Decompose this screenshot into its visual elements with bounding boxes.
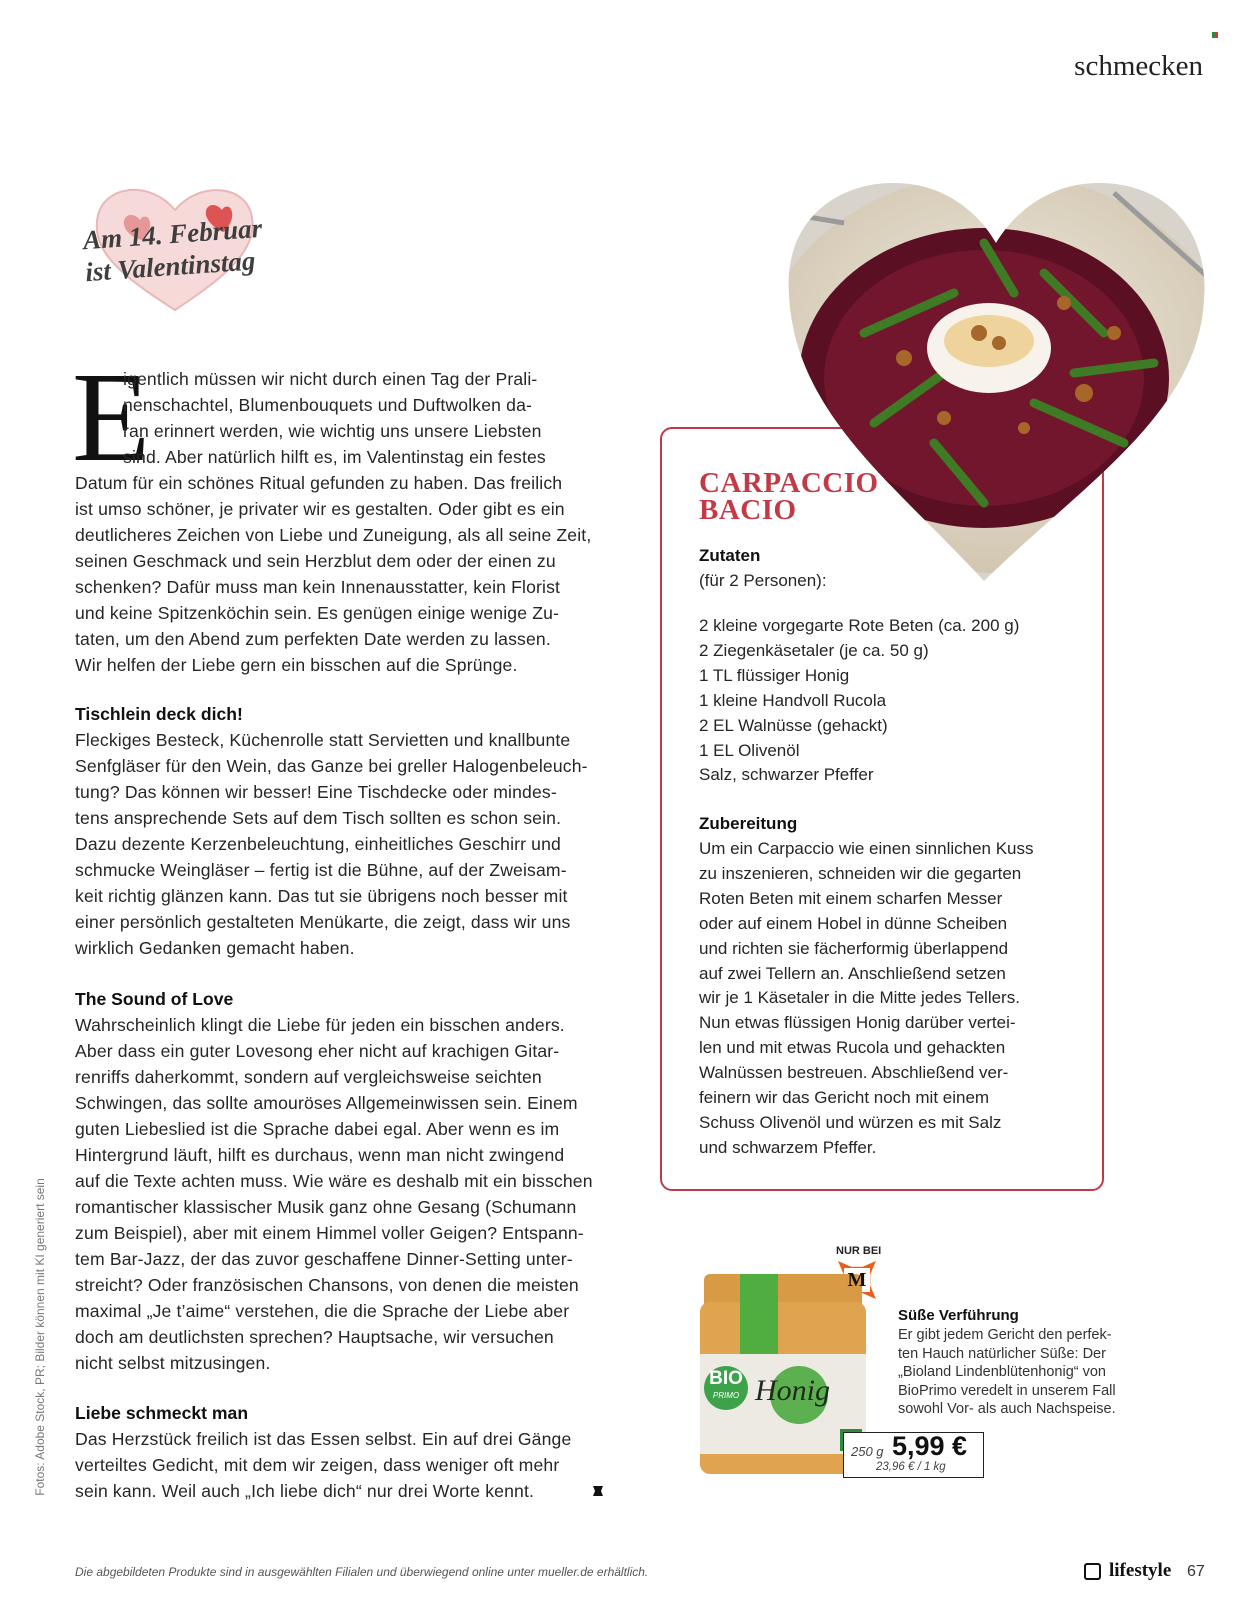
- section-text: Fleckiges Besteck, Küchenrolle statt Servietten und knallbunte Senfgläser für den Wein, das Ganze bei greller Halogenbeleuch- tung? Das können wir besser! Eine Tischdecke oder mindes- tens ansprechende Sets auf dem Tisch sollten es schon sein. Dazu dezente Kerzenbeleuchtung, einheitliches Geschirr und schmucke Weingläser – fertig ist die Bühne, auf der Zweisam- keit richtig glänzen kann. Das tut sie übrigens noch besser mit einer persönlich gestalteten Menükarte, die zeigt, dass wir uns wirklich Gedanken gemacht haben.: [75, 730, 588, 958]
- servings: (für 2 Personen):: [699, 571, 827, 590]
- ingredients-heading: Zutaten: [699, 546, 761, 565]
- section-text: Das Herzstück freilich ist das Essen selbst. Ein auf drei Gänge verteiltes Gedicht, mit dem wir zeigen, dass weniger oft mehr sein kann. Weil auch „Ich liebe dich“ nur drei Worte kennt.: [75, 1429, 572, 1501]
- valentine-line-2: ist Valentinstag: [84, 245, 257, 288]
- weight: 250 g: [851, 1444, 884, 1459]
- brand-label: lifestyle: [1109, 1560, 1172, 1581]
- photo-credits: Fotos: Adobe Stock, PR; Bilder können mit KI generiert sein: [33, 1178, 47, 1496]
- ingredients-list: 2 kleine vorgegarte Rote Beten (ca. 200 g) 2 Ziegenkäsetaler (je ca. 50 g) 1 TL flüssiger Honig 1 kleine Handvoll Rucola 2 EL Walnüsse (gehackt) 1 EL Olivenöl Salz, schwarzer Pfeffer: [699, 616, 1020, 785]
- mueller-logo-letter: M: [847, 1269, 867, 1291]
- section-text: Wahrscheinlich klingt die Liebe für jeden ein bisschen anders. Aber dass ein guter Lovesong eher nicht auf krachigen Gitar- renriffs daherkommt, sondern auf vergleichsweise seichten Schwingen, das sollte amouröses Allgemeinwissen sein. Einem guten Liebeslied ist die Sprache dabei egal. Aber wenn es im Hintergrund läuft, hilft es durchaus, wenn man nicht zwingend auf die Texte achten muss. Wie wäre es deshalb mit ein bisschen romantischer klassischer Musik ganz ohne Gesang (Schumann zum Beispiel), aber mit einem Himmel voller Geigen? Entspann- tem Bar-Jazz, der das zuvor geschaffene Dinner-Setting unter- streicht? Oder französischen Chansons, von denen die meisten maximal „Je t’aime“ verstehen, die die Sprache der Liebe aber doch am deutlichsten sprechen? Hauptsache, wir versuchen nicht selbst mitzusingen.: [75, 1015, 593, 1373]
- jar-brand: BIO: [709, 1368, 743, 1389]
- jar-brand-sub: PRIMO: [712, 1391, 740, 1400]
- jar-label: Honig: [755, 1374, 830, 1407]
- product-heading: Süße Verführung: [898, 1307, 1019, 1324]
- recipe-title-line-1: CARPACCIO: [699, 467, 879, 499]
- section-heading: Liebe schmeckt man: [75, 1403, 249, 1423]
- preparation-heading: Zubereitung: [699, 814, 798, 833]
- brand-icon: [1084, 1563, 1101, 1580]
- drop-cap: E: [72, 346, 151, 488]
- page-number: 67: [1187, 1563, 1205, 1580]
- end-mark-icon: [593, 1486, 603, 1496]
- honey-jar-image: [700, 1274, 866, 1474]
- nur-bei-label: NUR BEI: [836, 1245, 882, 1257]
- price-tag: [843, 1432, 984, 1478]
- footer-brand: [1084, 1560, 1171, 1582]
- section-heading: Tischlein deck dich!: [75, 704, 243, 724]
- footer-note: Die abgebildeten Produkte sind in ausgewählten Filialen und überwiegend online unter mueller.de erhältlich.: [75, 1565, 649, 1579]
- product-description: Er gibt jedem Gericht den perfek- ten Hauch natürlicher Süße: Der „Bioland Lindenblütenhonig“ von BioPrimo veredelt in unserem Fall sowohl Vor- als auch Nachspeise.: [898, 1327, 1116, 1417]
- preparation-text: Um ein Carpaccio wie einen sinnlichen Kuss zu inszenieren, schneiden wir die gegarten Roten Beten mit einem scharfen Messer oder auf einem Hobel in dünne Scheiben und richten sie fächerformig überlappend auf zwei Tellern an. Anschließend setzen wir je 1 Käsetaler in die Mitte jedes Tellers. Nun etwas flüssigen Honig darüber vertei- len und mit etwas Rucola und gehackten Walnüssen bestreuen. Abschließend ver- feinern wir das Gericht noch mit einem Schuss Olivenöl und würzen es mit Salz und schwarzem Pfeffer.: [699, 839, 1034, 1157]
- article-intro: igentlich müssen wir nicht durch einen Tag der Prali- nenschachtel, Blumenbouquets und Duftwolken da- ran erinnert werden, wie wichtig uns unsere Liebsten sind. Aber natürlich hilft es, im Valentinstag ein festes: [123, 369, 546, 467]
- article-intro-rest: Datum für ein schönes Ritual gefunden zu haben. Das freilich ist umso schöner, je privater wir es gestalten. Oder gibt es ein deutlicheres Zeichen von Liebe und Zuneigung, als all seine Zeit, seinen Geschmack und sein Herzblut dem oder der einen zu schenken? Dafür muss man kein Innenausstatter, kein Florist und keine Spitzenköchin sein. Es genügen einige wenige Zu- taten, um den Abend zum perfekten Date werden zu lassen. Wir helfen der Liebe gern ein bisschen auf die Sprünge.: [75, 473, 592, 675]
- valentine-heart-badge: [80, 180, 265, 315]
- unit-price: 23,96 € / 1 kg: [876, 1461, 946, 1473]
- color-mark: [1212, 32, 1218, 38]
- section-heading: The Sound of Love: [75, 989, 234, 1009]
- valentine-line-1: Am 14. Februar: [82, 212, 264, 256]
- section-label: schmecken: [1074, 50, 1203, 82]
- recipe-title: [699, 467, 879, 526]
- price: 5,99 €: [892, 1431, 968, 1461]
- recipe-title-line-2: BACIO: [699, 494, 797, 526]
